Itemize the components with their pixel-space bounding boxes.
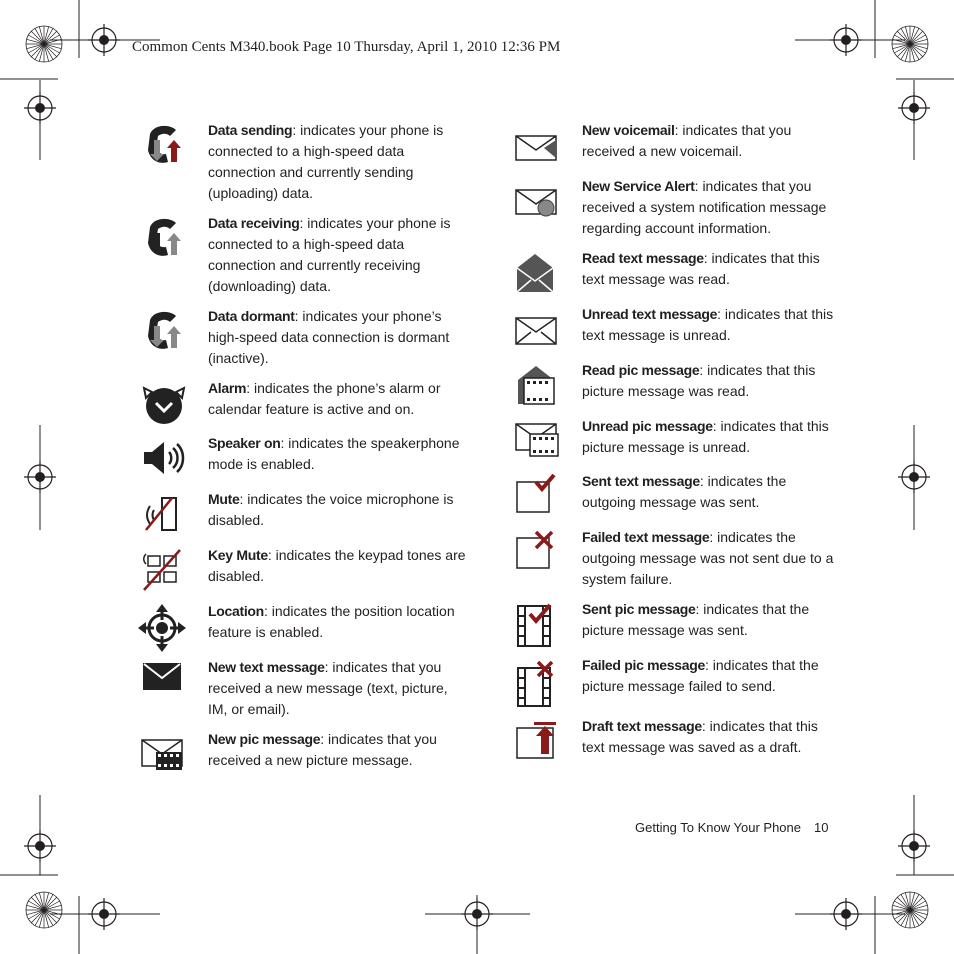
data-receiving-icon: [140, 213, 188, 261]
entry-read-text-message: Read text message: indicates that this text message was read.: [582, 250, 820, 287]
location-icon: [138, 604, 186, 652]
entry-data-dormant: Data dormant: indicates your phone’s high-speed data connection is dormant (inactive).: [208, 308, 450, 366]
service-alert-icon: [514, 188, 558, 220]
entry-unread-text-message: Unread text message: indicates that this text message is unread.: [582, 306, 834, 343]
draft-text-message-icon: [514, 720, 558, 762]
failed-text-message-icon: [514, 530, 558, 570]
entry-data-receiving: Data receiving: indicates your phone is connected to a high-speed data connection and currently receiving (downloading) data.: [208, 215, 451, 294]
new-voicemail-icon: [514, 134, 558, 162]
entry-new-service-alert: New Service Alert: indicates that you received a system notification message regarding account information.: [582, 178, 827, 236]
unread-text-message-icon: [514, 316, 558, 346]
unread-pic-message-icon: [514, 422, 560, 458]
entry-sent-pic-message: Sent pic message: indicates that the picture message was sent.: [582, 601, 810, 638]
entry-new-voicemail: New voicemail: indicates that you received a new voicemail.: [582, 122, 792, 159]
entry-draft-text-message: Draft text message: indicates that this text message was saved as a draft.: [582, 718, 818, 755]
data-dormant-icon: [140, 306, 188, 354]
entry-mute: Mute: indicates the voice microphone is disabled.: [208, 491, 454, 528]
read-pic-message-icon: [514, 364, 558, 406]
entry-key-mute: Key Mute: indicates the keypad tones are disabled.: [208, 547, 466, 584]
entry-new-text-message: New text message: indicates that you received a new message (text, picture, IM, or email).: [208, 659, 448, 717]
failed-pic-message-icon: [514, 660, 558, 708]
entry-failed-text-message: Failed text message: indicates the outgoing message was not sent due to a system failure.: [582, 529, 834, 587]
entry-new-pic-message: New pic message: indicates that you received a new picture message.: [208, 731, 437, 768]
sent-text-message-icon: [514, 474, 558, 514]
sent-pic-message-icon: [514, 600, 558, 648]
page-number: 10: [814, 820, 829, 835]
entry-alarm: Alarm: indicates the phone’s alarm or calendar feature is active and on.: [208, 380, 441, 417]
alarm-icon: [140, 380, 188, 428]
entry-unread-pic-message: Unread pic message: indicates that this picture message is unread.: [582, 418, 829, 455]
entry-sent-text-message: Sent text message: indicates the outgoing message was sent.: [582, 473, 787, 510]
entry-data-sending: Data sending: indicates your phone is connected to a high-speed data connection and currently sending (uploading) data.: [208, 122, 444, 201]
entry-read-pic-message: Read pic message: indicates that this picture message was read.: [582, 362, 816, 399]
entry-failed-pic-message: Failed pic message: indicates that the picture message failed to send.: [582, 657, 819, 694]
page-header: Common Cents M340.book Page 10 Thursday, April 1, 2010 12:36 PM: [132, 39, 561, 55]
new-text-message-icon: [142, 660, 182, 692]
footer-section-title: Getting To Know Your Phone: [635, 820, 801, 835]
key-mute-icon: [140, 546, 188, 594]
mute-icon: [140, 490, 188, 538]
speaker-icon: [140, 434, 188, 482]
entry-location: Location: indicates the position location feature is enabled.: [208, 603, 455, 640]
entry-speaker-on: Speaker on: indicates the speakerphone mode is enabled.: [208, 435, 460, 472]
new-pic-message-icon: [140, 736, 184, 772]
read-text-message-icon: [515, 252, 555, 294]
data-sending-icon: [140, 120, 188, 168]
